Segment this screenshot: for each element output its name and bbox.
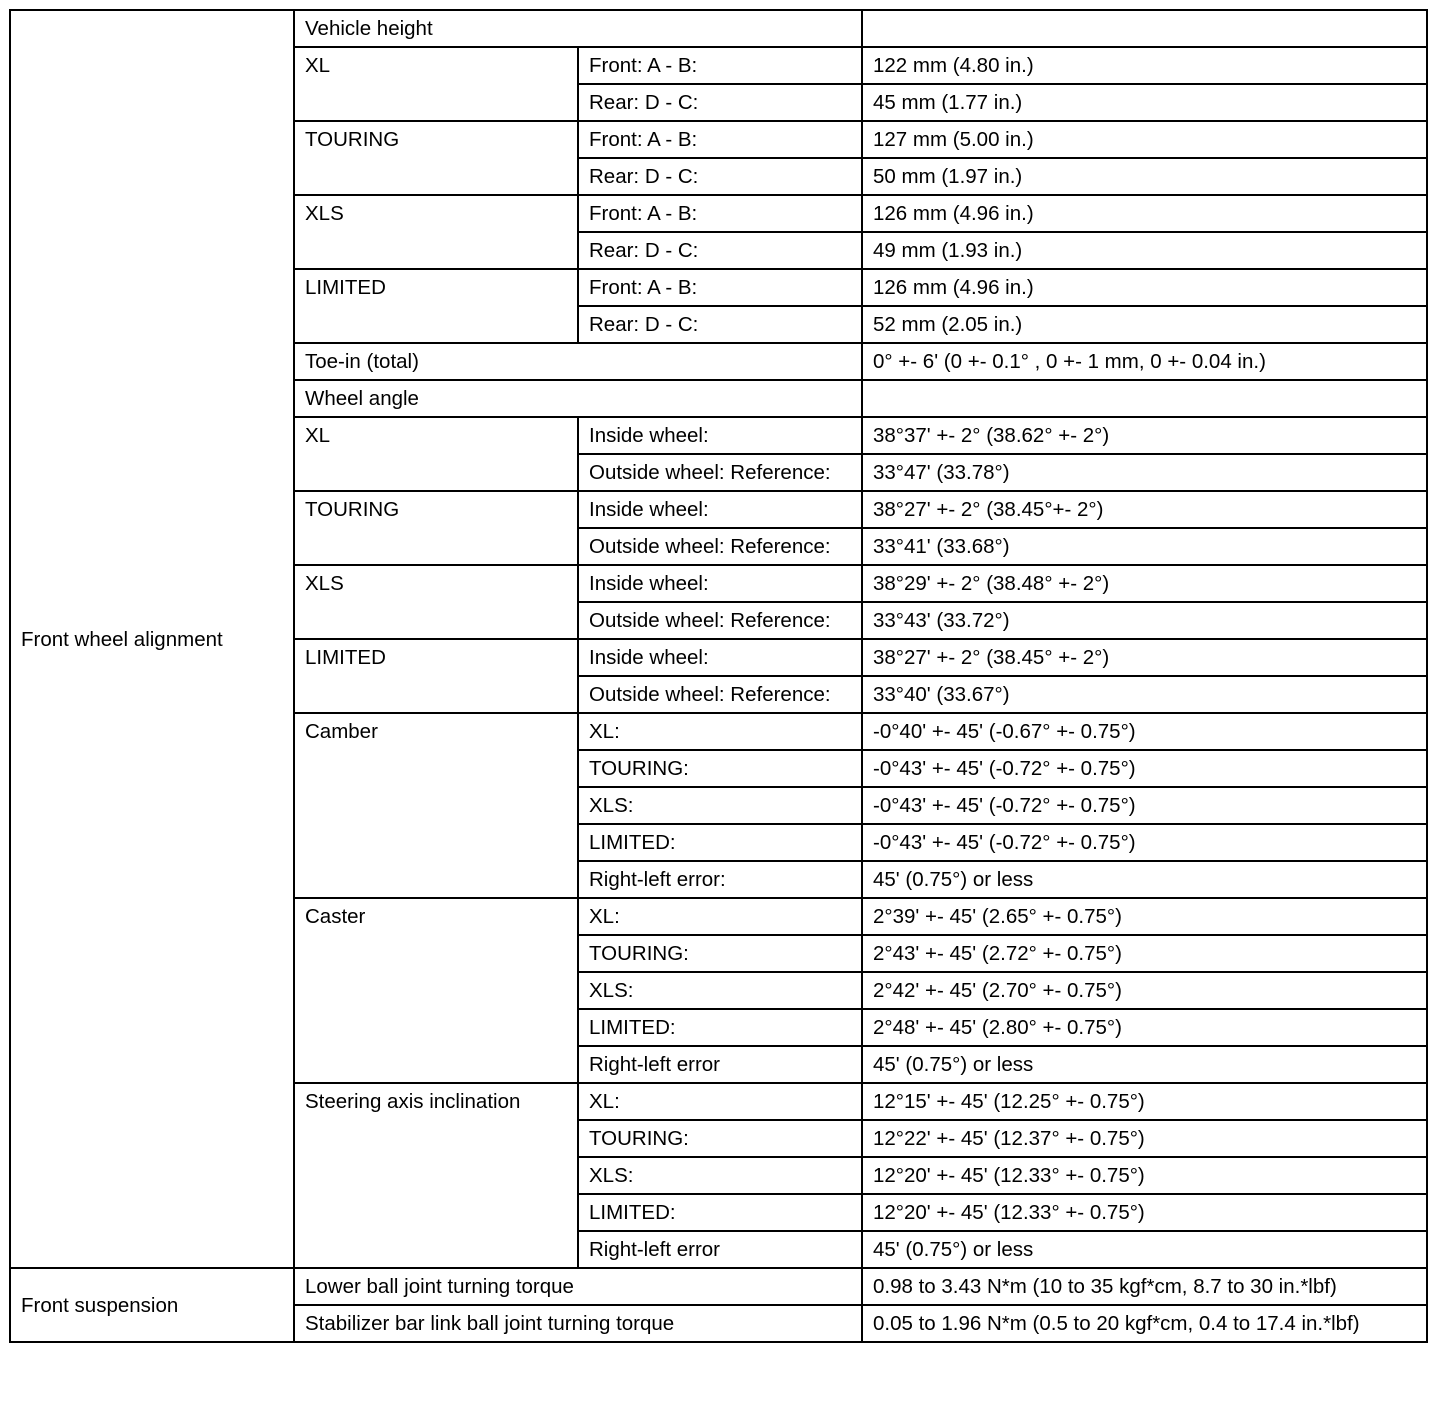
spec-value [862, 10, 1427, 47]
spec-value: 12°22' +- 45' (12.37° +- 0.75°) [862, 1120, 1427, 1157]
spec-item: Inside wheel: [578, 491, 862, 528]
group-label: LIMITED [294, 269, 578, 343]
spec-item: Front: A - B: [578, 269, 862, 306]
spec-value: 127 mm (5.00 in.) [862, 121, 1427, 158]
group-label: XLS [294, 565, 578, 639]
spec-item: XL: [578, 898, 862, 935]
spec-value: 2°43' +- 45' (2.72° +- 0.75°) [862, 935, 1427, 972]
spec-value: 0.98 to 3.43 N*m (10 to 35 kgf*cm, 8.7 to 30 in.*lbf) [862, 1268, 1427, 1305]
group-label: Steering axis inclination [294, 1083, 578, 1268]
spec-item: TOURING: [578, 935, 862, 972]
spec-value: 12°20' +- 45' (12.33° +- 0.75°) [862, 1157, 1427, 1194]
spec-value: 38°27' +- 2° (38.45° +- 2°) [862, 639, 1427, 676]
spec-item: XLS: [578, 972, 862, 1009]
spec-item: Front: A - B: [578, 195, 862, 232]
spec-item: Right-left error [578, 1046, 862, 1083]
spec-value: 2°48' +- 45' (2.80° +- 0.75°) [862, 1009, 1427, 1046]
spec-item: LIMITED: [578, 1009, 862, 1046]
spec-item: TOURING: [578, 750, 862, 787]
spec-item: Rear: D - C: [578, 84, 862, 121]
spec-value: 12°20' +- 45' (12.33° +- 0.75°) [862, 1194, 1427, 1231]
spec-value: 45' (0.75°) or less [862, 861, 1427, 898]
group-label: Stabilizer bar link ball joint turning torque [294, 1305, 862, 1342]
spec-value: 12°15' +- 45' (12.25° +- 0.75°) [862, 1083, 1427, 1120]
spec-value: -0°43' +- 45' (-0.72° +- 0.75°) [862, 824, 1427, 861]
spec-value: 38°27' +- 2° (38.45°+- 2°) [862, 491, 1427, 528]
spec-value: -0°43' +- 45' (-0.72° +- 0.75°) [862, 787, 1427, 824]
group-label: XLS [294, 195, 578, 269]
spec-value: 38°37' +- 2° (38.62° +- 2°) [862, 417, 1427, 454]
spec-value: 33°41' (33.68°) [862, 528, 1427, 565]
spec-row [10, 10, 1427, 47]
spec-item: Outside wheel: Reference: [578, 528, 862, 565]
spec-item: Outside wheel: Reference: [578, 676, 862, 713]
spec-item: LIMITED: [578, 824, 862, 861]
spec-value: 0° +- 6' (0 +- 0.1° , 0 +- 1 mm, 0 +- 0.04 in.) [862, 343, 1427, 380]
spec-value: 2°39' +- 45' (2.65° +- 0.75°) [862, 898, 1427, 935]
group-label: XL [294, 47, 578, 121]
spec-value: 126 mm (4.96 in.) [862, 195, 1427, 232]
spec-value: 52 mm (2.05 in.) [862, 306, 1427, 343]
spec-value: 33°47' (33.78°) [862, 454, 1427, 491]
spec-value: 0.05 to 1.96 N*m (0.5 to 20 kgf*cm, 0.4 to 17.4 in.*lbf) [862, 1305, 1427, 1342]
spec-value: 49 mm (1.93 in.) [862, 232, 1427, 269]
spec-value: 50 mm (1.97 in.) [862, 158, 1427, 195]
spec-row [10, 1268, 1427, 1305]
spec-item: XL: [578, 1083, 862, 1120]
section-title: Front suspension [10, 1268, 294, 1342]
spec-value: 38°29' +- 2° (38.48° +- 2°) [862, 565, 1427, 602]
spec-value: -0°43' +- 45' (-0.72° +- 0.75°) [862, 750, 1427, 787]
group-label: LIMITED [294, 639, 578, 713]
spec-item: XLS: [578, 1157, 862, 1194]
spec-item: Outside wheel: Reference: [578, 602, 862, 639]
spec-value [862, 380, 1427, 417]
spec-item: Rear: D - C: [578, 306, 862, 343]
spec-item: Inside wheel: [578, 565, 862, 602]
group-label: Toe-in (total) [294, 343, 862, 380]
group-label: Caster [294, 898, 578, 1083]
spec-item: LIMITED: [578, 1194, 862, 1231]
spec-value: 45' (0.75°) or less [862, 1046, 1427, 1083]
spec-item: Outside wheel: Reference: [578, 454, 862, 491]
group-label: TOURING [294, 121, 578, 195]
spec-value: 122 mm (4.80 in.) [862, 47, 1427, 84]
spec-value: 126 mm (4.96 in.) [862, 269, 1427, 306]
spec-value: -0°40' +- 45' (-0.67° +- 0.75°) [862, 713, 1427, 750]
group-label: TOURING [294, 491, 578, 565]
spec-item: Front: A - B: [578, 47, 862, 84]
spec-value: 45' (0.75°) or less [862, 1231, 1427, 1268]
spec-item: Rear: D - C: [578, 232, 862, 269]
spec-value: 45 mm (1.77 in.) [862, 84, 1427, 121]
section-title: Front wheel alignment [10, 10, 294, 1268]
spec-item: Front: A - B: [578, 121, 862, 158]
spec-value: 33°40' (33.67°) [862, 676, 1427, 713]
group-label: Camber [294, 713, 578, 898]
spec-item: XL: [578, 713, 862, 750]
group-label: Lower ball joint turning torque [294, 1268, 862, 1305]
group-label: XL [294, 417, 578, 491]
spec-item: Inside wheel: [578, 417, 862, 454]
group-label: Vehicle height [294, 10, 862, 47]
spec-value: 2°42' +- 45' (2.70° +- 0.75°) [862, 972, 1427, 1009]
spec-value: 33°43' (33.72°) [862, 602, 1427, 639]
spec-item: Right-left error: [578, 861, 862, 898]
spec-item: Right-left error [578, 1231, 862, 1268]
spec-item: Inside wheel: [578, 639, 862, 676]
group-label: Wheel angle [294, 380, 862, 417]
spec-table [9, 9, 1428, 1343]
spec-item: TOURING: [578, 1120, 862, 1157]
spec-item: Rear: D - C: [578, 158, 862, 195]
spec-item: XLS: [578, 787, 862, 824]
